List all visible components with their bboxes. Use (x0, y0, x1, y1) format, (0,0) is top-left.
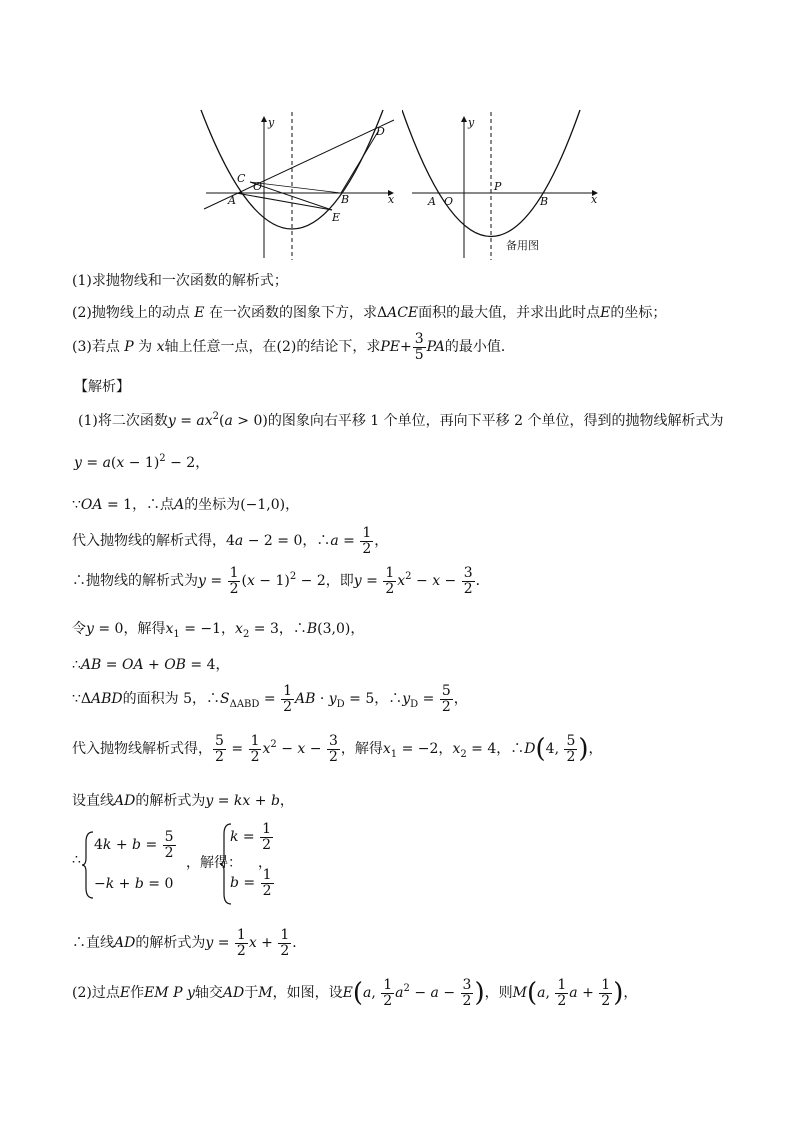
main-x-label: x (388, 193, 395, 206)
main-y-label: y (268, 116, 275, 129)
question-1: (1)求抛物线和一次函数的解析式； (72, 273, 288, 289)
spare-O-label: O (444, 195, 454, 208)
solution-line-9: 代入抛物线解析式得， $\frac{5}{2}$ = $\frac{1}{2}$ $x^2 - x$ − $\frac{3}{2}$ ，解得$x_1 = -2$，$x_2 = 4$，∴D(4, $\frac{5}{2}$ )， (72, 733, 603, 765)
solution-line-7: ∴AB = OA + OB = 4， (72, 657, 230, 673)
main-A-label: A (228, 194, 236, 207)
main-B-label: B (341, 193, 350, 206)
solution-line-10: 设直线AD的解析式为y = kx + b， (72, 793, 294, 809)
solution-line-12: ∴直线AD的解析式为y = $\frac{1}{2}$ x + $\frac{1}{2}$ ． (72, 927, 307, 959)
solution-line-5: ∴抛物线的解析式为y = $\frac{1}{2}$ $(x - 1)^2 - 2$，即y = $\frac{1}{2}$ $x^2 - x$ − $\frac{3}{2}$ ． (72, 565, 490, 597)
main-D-label: D (376, 125, 385, 138)
question-2: (2)抛物线上的动点 E 在一次函数的图象下方，求ΔACE面积的最大值，并求出此时点E的坐标； (72, 305, 667, 321)
solution-line-3: ∵OA = 1，∴点A的坐标为(−1,0)， (72, 497, 300, 513)
solution-line-6: 令y = 0，解得$x_1 = -1$，$x_2 = 3$，∴B(3,0)， (72, 621, 365, 640)
spare-x-label: x (591, 193, 598, 206)
spare-B-label: B (540, 195, 549, 208)
solution-line-13: (2)过点E作EM P y轴交AD于M，如图，设E(a, $\frac{1}{2}$ $a^2 - a$ − $\frac{3}{2}$ )，则M(a, $\frac{1}{2}$ a + $\frac{1}{2}$ )， (72, 977, 638, 1009)
main-E-label: E (332, 211, 341, 224)
solution-line-4: 代入抛物线的解析式得，4a − 2 = 0，∴a = $\frac{1}{2}$ ， (72, 525, 389, 557)
spare-figure (402, 108, 602, 264)
main-figure (196, 108, 400, 264)
main-O-label: O (253, 180, 263, 193)
solution-line-2: $y = a(x - 1)^2 - 2$， (74, 453, 210, 471)
main-C-label: C (237, 172, 246, 185)
spare-caption: 备用图 (506, 239, 539, 252)
spare-y-label: y (468, 116, 475, 129)
solution-line-1: (1)将二次函数$y = ax^2(a > 0)$的图象向右平移 1 个单位，再向下平移 2 个单位，得到的抛物线解析式为 (78, 411, 724, 429)
solution-heading: 【解析】 (74, 379, 130, 395)
question-3: (3)若点 P 为 x轴上任意一点，在(2)的结论下，求PE+ $\frac{3}{5}$ PA的最小值． (72, 331, 515, 363)
spare-A-label: A (428, 195, 436, 208)
solution-line-8: ∵ΔABD的面积为 5，$\therefore S_{\Delta ABD}$ = $\frac{1}{2}$ AB · $y_D = 5$，$\therefore y_D$ = $\frac{5}{2}$ ， (72, 683, 468, 715)
equation-system: ∴ 4k + b = $\frac{5}{2}$ −k + b = 0 ，解得： k = $\frac{1}{2}$ ， b = $\frac{1}{2}$ (72, 822, 412, 912)
spare-P-label: P (494, 180, 502, 193)
